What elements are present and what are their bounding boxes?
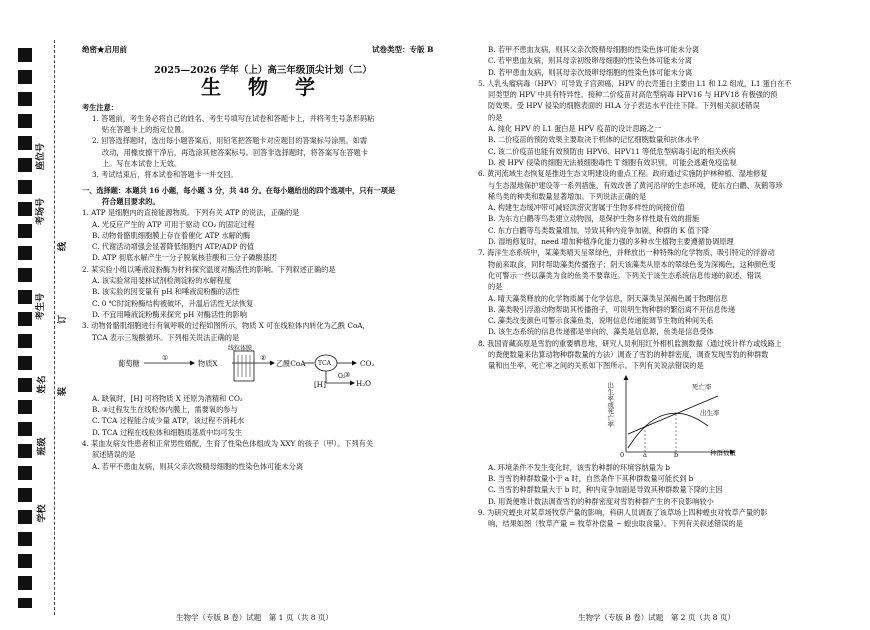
text-line: 叙述错误的是 [92, 450, 136, 460]
text-line: 的粪便数量来估算动物种群数量的方法）调查了雪豹的种群密度，调查发现雪豹的种群数 [488, 350, 769, 360]
text-line: D. 被 HPV 侵染的细胞无法被细胞毒性 T 细胞有效识别，可能会逃避免疫监视 [488, 157, 737, 167]
text-line: C. 藻类改变颜色可警示食藻鱼类，说明信息传递能调节生物的种间关系 [488, 316, 714, 326]
glucose-label: 葡萄糖 [118, 358, 140, 368]
text-line: A. 纯化 HPV 的 L1 蛋白是 HPV 疫苗的设计思路之一 [488, 124, 662, 134]
left-column [82, 58, 444, 472]
text-line: 物前来取食，同时帮助藻类传播孢子；阴天该藻类从原本的翠绿色变为深褐色，这种颜色变 [488, 259, 776, 269]
text-line: A. 晴天藻类释放的化学物质属于化学信息，阴天藻类呈深褐色属于物理信息 [488, 293, 728, 303]
text-line: 响，结果如图（牧草产量 = 牧草补偿量 − 蝗虫取食量）。下列有关叙述错误的是 [488, 519, 743, 529]
population-chart [478, 374, 844, 460]
text-line: D. 该生态系统的信息传递都是单向的，藻类是信息源，鱼类是信息受体 [488, 327, 714, 337]
mito-label: 线粒体膜 [228, 344, 253, 352]
notes-heading: 考生注意： [82, 102, 118, 112]
text-line: 与生态湿地保护建设等一系列措施，有效改善了黄河沿岸的生态环境，使东方白鹳、灰鹤等珍 [488, 180, 783, 190]
text-line: 5. 人乳头瘤病毒（HPV）可导致子宫颈癌，HPV 的衣壳蛋白主要由 L1 和 L2 组成，L1 蛋白在不 [478, 78, 792, 88]
text-line: 同类型的 HPV 中具有特异性。接种二价疫苗对高危型病毒 HPV16 与 HPV18 有极强的预 [488, 90, 778, 100]
text-line: 1. ATP 是细胞内的直接能源物质。下列有关 ATP 的说法，正确的是 [82, 208, 300, 218]
class-label: 班级 [37, 437, 48, 456]
notes-list [82, 113, 444, 181]
footer-right: 生物学（专版 B 卷）试题 第 2 页（共 8 页） [578, 613, 735, 622]
text-line: C. TCA 过程能合成少量 ATP，该过程不消耗水 [92, 416, 245, 426]
cut-line [54, 40, 55, 615]
co2-label: CO₂ [360, 358, 375, 368]
student-no-label: 考生号 [36, 292, 47, 321]
text-line: B. 动物骨骼肌细胞膜上存在着催化 ATP 水解的酶 [92, 230, 251, 240]
school-label: 学校 [37, 504, 48, 523]
binding-sidebar [0, 0, 86, 630]
chart-ylabel: 出生率或死亡率 [606, 381, 615, 428]
text-line: D. 用粪便堆计数法调查雪豹的种群密度对雪豹种群产生的不良影响较小 [488, 496, 714, 506]
text-line: 3. 动物骨骼肌细胞进行有氧呼吸的过程如图所示，物质 X 可在线粒体内转化为乙酰 CoA， [82, 321, 370, 331]
text-line: A. 环境条件不发生变化时，该雪豹种群的环境容纳量为 b [488, 462, 670, 472]
text-line: D. 若甲患血友病，则其母亲次级卵母细胞的性染色体可能未分离 [488, 67, 693, 77]
paper-type: 试卷类型：专版 B [372, 45, 434, 54]
text-line: 上。写在本试卷上无效。 [102, 159, 182, 169]
text-line: D. TCA 过程在线粒体和细胞质基质中均可发生 [92, 427, 243, 437]
section1-line1: 一、选择题：本题共 16 小题，每小题 3 分，共 48 分。在每小题给出的四个选项中，只有一项是 [82, 185, 396, 195]
origin-label: 0 [620, 450, 625, 459]
text-line: 3. 考试结束后，将本试卷和答题卡一并交回。 [92, 170, 238, 180]
right-questions-2 [478, 462, 844, 530]
text-line: 贴在答题卡上的指定位置。 [102, 125, 189, 135]
acetyl-label: 乙酰CoA [276, 358, 306, 368]
right-questions [478, 44, 844, 372]
birth-rate-label: 出生率 [700, 408, 720, 417]
respiration-diagram [82, 345, 444, 391]
text-line: 稀鸟类的种类和数量显著增加。下列说法正确的是 [488, 191, 647, 201]
text-line: 6. 黄河流域生态恢复是推进生态文明建设的重点工程。政府通过实施防护林种植、湿地修复 [478, 169, 768, 179]
text-line: 9. 为研究蝗虫对某草场牧草产量的影响，科研人员调查了该草场上四种蝗虫对牧草产量的影 [478, 507, 768, 517]
text-line: 8. 我国青藏高原是雪豹的重要栖息地，研究人员利用红外相机监测数据（通过统计样方或线路上 [478, 338, 782, 348]
secret-mark: 绝密★启用前 [82, 45, 127, 54]
text-line: A. 构建生态缓冲带可减轻洪涝灾害属于生物多样性的间接价值 [488, 203, 685, 213]
left-questions [82, 207, 444, 343]
text-line: 改动，用橡皮擦干净后，再选涂其他答案标号。回答非选择题时，将答案写在答题卡 [102, 147, 368, 157]
tick-a-label: a [643, 450, 647, 459]
text-line: C. 当雪豹种群数量大于 b 时，种内竞争加剧是导致其种群数量下降的主因 [488, 485, 723, 495]
text-line: B. 当雪豹种群数量小于 a 时，自然条件下其种群数量可能长到 b [488, 473, 694, 483]
text-line: 量和出生率、死亡率之间的关系如下图所示。下列有关说法错误的是 [488, 361, 704, 371]
seal-line-mark: 线 [58, 241, 69, 252]
section1-line2: 符合题目要求的。 [102, 196, 160, 206]
text-line: D. 不宜用唾液淀粉酶来探究 pH 对酶活性的影响 [92, 309, 247, 319]
text-line: C. 代谢活动增强会显著降低细胞内 ATP/ADP 的值 [92, 242, 255, 252]
seat-label: 座位号 [36, 142, 47, 171]
text-line: A. 光反应产生的 ATP 可用于驱动 CO₂ 的固定过程 [92, 219, 255, 229]
seal-strip [18, 48, 32, 608]
name-label: 姓名 [37, 375, 48, 394]
text-line: A. 缺氧时，[H] 可将物质 X 还原为酒精和 CO₂ [92, 393, 243, 403]
text-line: C. 该二价疫苗也能有效预防由 HPV6、HPV11 等低危型病毒引起的相关疾病 [488, 146, 736, 156]
chart-xlabel: 种群数量 [710, 448, 736, 457]
text-line: 7. 海洋生态系统中，某藻类晴天呈翠绿色，并释放出一种特殊的化学物质，吸引特定的浮游动 [478, 248, 775, 258]
subject-title: 生 物 学 [201, 75, 325, 100]
text-line: B. 该实验的因变量有 pH 和唾液淀粉酶的活性 [92, 287, 240, 297]
text-line: 防效果。受 HPV 侵染的细胞表面的 HLA 分子表达水平往往下降。下列相关叙述错误 [488, 101, 760, 111]
matter-x-label: 物质X [198, 358, 218, 368]
text-line: 2. 回答选择题时，选出每小题答案后，用铅笔把答题卡对应题目的答案标号涂黑。如需 [92, 136, 368, 146]
right-column [478, 44, 844, 529]
text-line: TCA 表示三羧酸循环。下列相关说法正确的是 [92, 332, 240, 342]
text-line: B. 为东方白鹳等鸟类建立动物园，是保护生物多样性最有效的措施 [488, 214, 700, 224]
seal-ding-mark: 订 [58, 314, 69, 325]
tca-label: TCA [318, 359, 331, 367]
text-line: C. 若甲患血友病，则其母亲初级卵母细胞的性染色体可能未分离 [488, 56, 692, 66]
o2-label: O₂ [338, 372, 346, 380]
text-line: C. 0 ℃时淀粉酶结构被破坏，升温后活性无法恢复 [92, 298, 254, 308]
exam-title: 2025—2026 学年（上）高三年级顶尖计划（二） [154, 65, 372, 76]
footer-left: 生物学（专版 B 卷）试题 第 1 页（共 8 页） [176, 613, 333, 622]
text-line: C. 东方白鹳等鸟类数量增加，导致其种内竞争加剧，种群的 K 值下降 [488, 225, 710, 235]
text-line: 2. 某实验小组以唾液淀粉酶为材料探究温度对酶活性的影响。下列叙述正确的是 [82, 264, 336, 274]
tick-b-label: b [674, 450, 679, 459]
text-line: 化可警示一些以藻类为食的鱼类不要靠近。下列关于该生态系统信息传递的叙述，错误 [488, 270, 762, 280]
text-line: 的是 [488, 282, 503, 292]
text-line: B. 若甲不患血友病，则其父亲次级精母细胞的性染色体可能未分离 [488, 45, 700, 54]
exam-room-label: 考场号 [36, 197, 47, 226]
step1-label: ① [162, 352, 169, 362]
population-chart-svg [478, 374, 844, 460]
h-label: [H] [314, 379, 326, 389]
text-line: A. 该实验常用斐林试剂检测淀粉的水解程度 [92, 276, 232, 286]
text-line: D. 湿地修复时，need 增加种植净化能力强的多种水生植物主要遵循协调原理 [488, 237, 734, 247]
text-line: 4. 某血友病女性患者和正常男性婚配，生育了性染色体组成为 XXY 的孩子（甲）。下列有关 [82, 439, 374, 449]
step2-label: ② [260, 352, 267, 362]
text-line: D. ATP 彻底水解产生一分子脱氧核苷酸和三分子磷酸基团 [92, 253, 277, 263]
text-line: B. 藻类吸引浮游动物帮助其传播孢子，可说明生物种群的繁衍离不开信息传递 [488, 304, 736, 314]
text-line: B. 二价疫苗的预防效果主要取决于机体的记忆细胞数量和抗体水平 [488, 135, 700, 145]
step3-label: ③ [344, 369, 351, 379]
text-line: B. ③过程发生在线粒体内膜上，需要氧的参与 [92, 405, 238, 415]
seal-zhuang-mark: 装 [58, 386, 69, 397]
text-line: A. 若甲不患血友病，则其父亲次级精母细胞的性染色体可能未分离 [92, 461, 304, 471]
left-questions-2 [82, 393, 444, 472]
h2o-label: H₂O [356, 378, 372, 388]
death-rate-label: 死亡率 [692, 382, 712, 391]
text-line: 1. 答题前，考生务必将自己的姓名、考生号填写在试卷和答题卡上，并将考生号条形码粘 [92, 113, 375, 123]
text-line: 的是 [488, 112, 503, 122]
